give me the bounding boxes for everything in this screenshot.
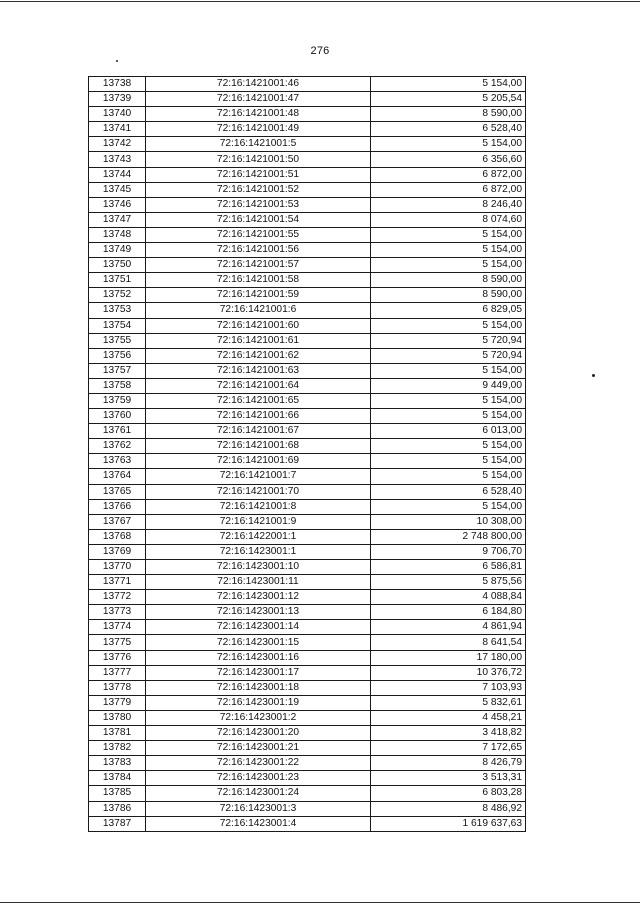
scan-speck (116, 60, 118, 62)
row-number-cell: 13765 (89, 484, 146, 499)
cadastral-value-cell: 7 172,65 (371, 741, 526, 756)
cadastral-value-cell: 5 154,00 (371, 499, 526, 514)
table-row (89, 363, 526, 378)
cadastral-value-cell: 5 154,00 (371, 363, 526, 378)
cadastral-value-cell: 5 154,00 (371, 439, 526, 454)
row-number-cell: 13767 (89, 514, 146, 529)
cadastral-number-cell: 72:16:1423001:3 (146, 801, 371, 816)
cadastral-number-cell: 72:16:1423001:13 (146, 605, 371, 620)
row-number-cell: 13784 (89, 771, 146, 786)
cadastral-number-cell: 72:16:1421001:68 (146, 439, 371, 454)
table-row (89, 439, 526, 454)
row-number-cell: 13764 (89, 469, 146, 484)
table-row (89, 92, 526, 107)
row-number-cell: 13786 (89, 801, 146, 816)
cadastral-number-cell: 72:16:1421001:61 (146, 333, 371, 348)
cadastral-number-cell: 72:16:1421001:63 (146, 363, 371, 378)
cadastral-number-cell: 72:16:1421001:65 (146, 393, 371, 408)
table-row (89, 710, 526, 725)
row-number-cell: 13769 (89, 544, 146, 559)
table-row (89, 786, 526, 801)
table-row (89, 514, 526, 529)
cadastral-number-cell: 72:16:1423001:17 (146, 665, 371, 680)
table-row (89, 680, 526, 695)
cadastral-value-cell: 8 641,54 (371, 635, 526, 650)
cadastral-number-cell: 72:16:1423001:21 (146, 741, 371, 756)
cadastral-number-cell: 72:16:1421001:60 (146, 318, 371, 333)
cadastral-value-cell: 5 154,00 (371, 137, 526, 152)
cadastral-number-cell: 72:16:1421001:66 (146, 409, 371, 424)
cadastral-value-cell: 5 154,00 (371, 409, 526, 424)
row-number-cell: 13781 (89, 726, 146, 741)
table-row (89, 378, 526, 393)
cadastral-number-cell: 72:16:1421001:9 (146, 514, 371, 529)
row-number-cell: 13777 (89, 665, 146, 680)
row-number-cell: 13754 (89, 318, 146, 333)
table-row (89, 620, 526, 635)
table-row (89, 560, 526, 575)
cadastral-number-cell: 72:16:1423001:18 (146, 680, 371, 695)
scan-top-edge (0, 1, 640, 2)
table-row (89, 122, 526, 137)
row-number-cell: 13785 (89, 786, 146, 801)
cadastral-value-cell: 5 154,00 (371, 258, 526, 273)
cadastral-value-cell: 9 706,70 (371, 544, 526, 559)
cadastral-number-cell: 72:16:1421001:69 (146, 454, 371, 469)
cadastral-value-cell: 5 205,54 (371, 92, 526, 107)
cadastral-number-cell: 72:16:1423001:4 (146, 816, 371, 831)
table-row (89, 288, 526, 303)
row-number-cell: 13778 (89, 680, 146, 695)
row-number-cell: 13741 (89, 122, 146, 137)
row-number-cell: 13755 (89, 333, 146, 348)
cadastral-number-cell: 72:16:1422001:1 (146, 529, 371, 544)
cadastral-value-cell: 4 861,94 (371, 620, 526, 635)
cadastral-number-cell: 72:16:1421001:64 (146, 378, 371, 393)
cadastral-value-cell: 8 426,79 (371, 756, 526, 771)
cadastral-number-cell: 72:16:1423001:2 (146, 710, 371, 725)
table-row (89, 227, 526, 242)
row-number-cell: 13750 (89, 258, 146, 273)
table-row (89, 303, 526, 318)
row-number-cell: 13772 (89, 590, 146, 605)
table-row (89, 77, 526, 92)
cadastral-number-cell: 72:16:1423001:15 (146, 635, 371, 650)
cadastral-value-cell: 1 619 637,63 (371, 816, 526, 831)
cadastral-number-cell: 72:16:1423001:12 (146, 590, 371, 605)
table-row (89, 167, 526, 182)
row-number-cell: 13759 (89, 393, 146, 408)
table-row (89, 605, 526, 620)
cadastral-value-table (88, 76, 526, 832)
cadastral-value-cell: 2 748 800,00 (371, 529, 526, 544)
table-row (89, 243, 526, 258)
row-number-cell: 13757 (89, 363, 146, 378)
cadastral-value-cell: 8 486,92 (371, 801, 526, 816)
cadastral-value-cell: 5 154,00 (371, 454, 526, 469)
cadastral-value-cell: 10 308,00 (371, 514, 526, 529)
cadastral-number-cell: 72:16:1421001:46 (146, 77, 371, 92)
cadastral-number-cell: 72:16:1421001:49 (146, 122, 371, 137)
cadastral-value-cell: 8 590,00 (371, 107, 526, 122)
cadastral-value-cell: 10 376,72 (371, 665, 526, 680)
table-row (89, 756, 526, 771)
table-row (89, 801, 526, 816)
table-row (89, 424, 526, 439)
row-number-cell: 13761 (89, 424, 146, 439)
cadastral-value-cell: 6 528,40 (371, 484, 526, 499)
table-row (89, 665, 526, 680)
row-number-cell: 13738 (89, 77, 146, 92)
cadastral-value-cell: 8 590,00 (371, 273, 526, 288)
row-number-cell: 13742 (89, 137, 146, 152)
table-row (89, 182, 526, 197)
cadastral-number-cell: 72:16:1423001:11 (146, 575, 371, 590)
cadastral-value-cell: 3 513,31 (371, 771, 526, 786)
table-row (89, 318, 526, 333)
table-row (89, 695, 526, 710)
row-number-cell: 13753 (89, 303, 146, 318)
row-number-cell: 13746 (89, 197, 146, 212)
cadastral-value-cell: 9 449,00 (371, 378, 526, 393)
cadastral-value-cell: 6 586,81 (371, 560, 526, 575)
table-row (89, 635, 526, 650)
row-number-cell: 13780 (89, 710, 146, 725)
cadastral-value-cell: 6 829,05 (371, 303, 526, 318)
table-row (89, 499, 526, 514)
cadastral-value-cell: 5 875,56 (371, 575, 526, 590)
row-number-cell: 13783 (89, 756, 146, 771)
row-number-cell: 13775 (89, 635, 146, 650)
cadastral-number-cell: 72:16:1421001:70 (146, 484, 371, 499)
row-number-cell: 13773 (89, 605, 146, 620)
row-number-cell: 13782 (89, 741, 146, 756)
cadastral-number-cell: 72:16:1423001:19 (146, 695, 371, 710)
cadastral-value-cell: 5 154,00 (371, 77, 526, 92)
row-number-cell: 13758 (89, 378, 146, 393)
row-number-cell: 13747 (89, 212, 146, 227)
table-row (89, 469, 526, 484)
cadastral-number-cell: 72:16:1423001:10 (146, 560, 371, 575)
table-row (89, 212, 526, 227)
cadastral-value-cell: 5 720,94 (371, 348, 526, 363)
table-row (89, 348, 526, 363)
cadastral-value-cell: 6 184,80 (371, 605, 526, 620)
table-row (89, 107, 526, 122)
cadastral-number-cell: 72:16:1421001:67 (146, 424, 371, 439)
cadastral-number-cell: 72:16:1421001:54 (146, 212, 371, 227)
cadastral-value-cell: 3 418,82 (371, 726, 526, 741)
cadastral-value-cell: 4 458,21 (371, 710, 526, 725)
cadastral-number-cell: 72:16:1421001:53 (146, 197, 371, 212)
table-row (89, 575, 526, 590)
table-row (89, 152, 526, 167)
cadastral-value-cell: 17 180,00 (371, 650, 526, 665)
cadastral-number-cell: 72:16:1421001:55 (146, 227, 371, 242)
cadastral-value-cell: 6 872,00 (371, 182, 526, 197)
cadastral-number-cell: 72:16:1423001:22 (146, 756, 371, 771)
cadastral-value-cell: 6 356,60 (371, 152, 526, 167)
row-number-cell: 13760 (89, 409, 146, 424)
table-row (89, 741, 526, 756)
row-number-cell: 13756 (89, 348, 146, 363)
table-row (89, 726, 526, 741)
cadastral-number-cell: 72:16:1421001:62 (146, 348, 371, 363)
row-number-cell: 13749 (89, 243, 146, 258)
cadastral-value-cell: 8 590,00 (371, 288, 526, 303)
table-row (89, 258, 526, 273)
cadastral-number-cell: 72:16:1423001:20 (146, 726, 371, 741)
row-number-cell: 13774 (89, 620, 146, 635)
cadastral-number-cell: 72:16:1421001:8 (146, 499, 371, 514)
cadastral-value-cell: 4 088,84 (371, 590, 526, 605)
table-row (89, 197, 526, 212)
cadastral-number-cell: 72:16:1421001:56 (146, 243, 371, 258)
row-number-cell: 13763 (89, 454, 146, 469)
row-number-cell: 13768 (89, 529, 146, 544)
table-row (89, 650, 526, 665)
cadastral-value-cell: 5 154,00 (371, 243, 526, 258)
cadastral-number-cell: 72:16:1421001:7 (146, 469, 371, 484)
cadastral-value-cell: 7 103,93 (371, 680, 526, 695)
cadastral-number-cell: 72:16:1421001:50 (146, 152, 371, 167)
cadastral-value-cell: 5 832,61 (371, 695, 526, 710)
cadastral-number-cell: 72:16:1421001:52 (146, 182, 371, 197)
row-number-cell: 13752 (89, 288, 146, 303)
table-row (89, 484, 526, 499)
cadastral-value-cell: 5 154,00 (371, 393, 526, 408)
cadastral-number-cell: 72:16:1421001:57 (146, 258, 371, 273)
cadastral-value-cell: 8 246,40 (371, 197, 526, 212)
cadastral-number-cell: 72:16:1421001:59 (146, 288, 371, 303)
cadastral-number-cell: 72:16:1423001:23 (146, 771, 371, 786)
cadastral-value-cell: 5 720,94 (371, 333, 526, 348)
scan-speck (592, 374, 595, 377)
row-number-cell: 13748 (89, 227, 146, 242)
row-number-cell: 13739 (89, 92, 146, 107)
cadastral-value-cell: 5 154,00 (371, 469, 526, 484)
cadastral-value-cell: 5 154,00 (371, 227, 526, 242)
row-number-cell: 13770 (89, 560, 146, 575)
table-row (89, 273, 526, 288)
table-row (89, 529, 526, 544)
table-row (89, 333, 526, 348)
cadastral-number-cell: 72:16:1421001:5 (146, 137, 371, 152)
cadastral-number-cell: 72:16:1421001:51 (146, 167, 371, 182)
row-number-cell: 13751 (89, 273, 146, 288)
row-number-cell: 13762 (89, 439, 146, 454)
scan-bottom-edge (0, 902, 640, 903)
row-number-cell: 13779 (89, 695, 146, 710)
cadastral-value-cell: 6 528,40 (371, 122, 526, 137)
row-number-cell: 13743 (89, 152, 146, 167)
cadastral-number-cell: 72:16:1421001:47 (146, 92, 371, 107)
row-number-cell: 13787 (89, 816, 146, 831)
cadastral-value-cell: 5 154,00 (371, 318, 526, 333)
cadastral-number-cell: 72:16:1423001:16 (146, 650, 371, 665)
cadastral-value-cell: 6 803,28 (371, 786, 526, 801)
table-row (89, 454, 526, 469)
cadastral-value-cell: 8 074,60 (371, 212, 526, 227)
cadastral-number-cell: 72:16:1423001:14 (146, 620, 371, 635)
cadastral-number-cell: 72:16:1423001:1 (146, 544, 371, 559)
row-number-cell: 13745 (89, 182, 146, 197)
table-row (89, 816, 526, 831)
row-number-cell: 13766 (89, 499, 146, 514)
row-number-cell: 13740 (89, 107, 146, 122)
page-number: 276 (310, 45, 330, 57)
table-row (89, 771, 526, 786)
cadastral-number-cell: 72:16:1423001:24 (146, 786, 371, 801)
table-row (89, 393, 526, 408)
table-row (89, 137, 526, 152)
cadastral-number-cell: 72:16:1421001:48 (146, 107, 371, 122)
table-row (89, 590, 526, 605)
table-body (89, 77, 526, 832)
row-number-cell: 13776 (89, 650, 146, 665)
cadastral-value-cell: 6 013,00 (371, 424, 526, 439)
table-row (89, 409, 526, 424)
table-row (89, 544, 526, 559)
row-number-cell: 13771 (89, 575, 146, 590)
cadastral-value-cell: 6 872,00 (371, 167, 526, 182)
row-number-cell: 13744 (89, 167, 146, 182)
cadastral-number-cell: 72:16:1421001:58 (146, 273, 371, 288)
cadastral-number-cell: 72:16:1421001:6 (146, 303, 371, 318)
